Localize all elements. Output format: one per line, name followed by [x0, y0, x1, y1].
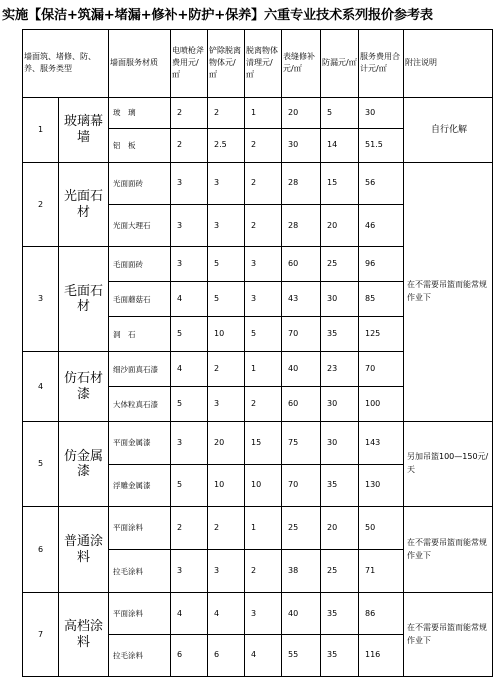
cleanup-cost-cell: 5	[245, 317, 282, 352]
leak-proof-cell: 35	[321, 464, 359, 506]
spray-cost-cell: 4	[171, 352, 208, 387]
remark-cell: 在不需要吊篮而能常规作业下	[404, 506, 493, 593]
spray-cost-cell: 3	[171, 162, 208, 204]
header-seam-repair: 表缝修补元/㎡	[282, 30, 321, 98]
total-cell: 86	[359, 593, 404, 634]
removal-cost-cell: 10	[208, 317, 245, 352]
group-number: 5	[23, 422, 59, 506]
total-cell: 51.5	[359, 128, 404, 162]
group-category: 仿金属漆	[59, 422, 109, 506]
leak-proof-cell: 23	[321, 352, 359, 387]
spray-cost-cell: 5	[171, 464, 208, 506]
group-number: 1	[23, 97, 59, 162]
material-cell: 毛面面砖	[109, 247, 171, 282]
total-cell: 46	[359, 205, 404, 247]
total-cell: 50	[359, 506, 404, 549]
material-cell: 玻 璃	[109, 97, 171, 128]
removal-cost-cell: 3	[208, 205, 245, 247]
header-spray-cost: 电喷枪斧费用元/㎡	[171, 30, 208, 98]
seam-repair-cell: 70	[282, 464, 321, 506]
material-cell: 细沙面真石漆	[109, 352, 171, 387]
remark-cell: 自行化解	[404, 97, 493, 162]
total-cell: 71	[359, 550, 404, 593]
group-number: 2	[23, 162, 59, 246]
total-cell: 116	[359, 634, 404, 676]
total-cell: 96	[359, 247, 404, 282]
spray-cost-cell: 2	[171, 506, 208, 549]
cleanup-cost-cell: 2	[245, 162, 282, 204]
material-cell: 平面金属漆	[109, 422, 171, 464]
leak-proof-cell: 5	[321, 97, 359, 128]
header-material: 墙面服务材质	[109, 30, 171, 98]
spray-cost-cell: 3	[171, 247, 208, 282]
leak-proof-cell: 30	[321, 387, 359, 422]
group-number: 7	[23, 593, 59, 677]
seam-repair-cell: 25	[282, 506, 321, 549]
spray-cost-cell: 4	[171, 593, 208, 634]
material-cell: 洞 石	[109, 317, 171, 352]
seam-repair-cell: 60	[282, 387, 321, 422]
group-number: 3	[23, 247, 59, 352]
header-total: 服务费用合计元/㎡	[359, 30, 404, 98]
total-cell: 70	[359, 352, 404, 387]
seam-repair-cell: 43	[282, 282, 321, 317]
header-removal-cost: 铲除脱离物体元/㎡	[208, 30, 245, 98]
remark-cell: 另加吊篮100—150元/天	[404, 422, 493, 506]
total-cell: 56	[359, 162, 404, 204]
cleanup-cost-cell: 1	[245, 97, 282, 128]
material-cell: 光面面砖	[109, 162, 171, 204]
removal-cost-cell: 5	[208, 247, 245, 282]
removal-cost-cell: 2	[208, 506, 245, 549]
leak-proof-cell: 20	[321, 506, 359, 549]
table-row	[23, 162, 493, 204]
spray-cost-cell: 3	[171, 205, 208, 247]
spray-cost-cell: 2	[171, 128, 208, 162]
total-cell: 125	[359, 317, 404, 352]
leak-proof-cell: 35	[321, 317, 359, 352]
leak-proof-cell: 35	[321, 593, 359, 634]
seam-repair-cell: 40	[282, 352, 321, 387]
group-category: 高档涂料	[59, 593, 109, 677]
removal-cost-cell: 5	[208, 282, 245, 317]
material-cell: 拉毛涂料	[109, 550, 171, 593]
cleanup-cost-cell: 3	[245, 593, 282, 634]
cleanup-cost-cell: 1	[245, 506, 282, 549]
table-row	[23, 506, 493, 549]
cleanup-cost-cell: 10	[245, 464, 282, 506]
cleanup-cost-cell: 3	[245, 247, 282, 282]
material-cell: 平面涂料	[109, 593, 171, 634]
total-cell: 130	[359, 464, 404, 506]
removal-cost-cell: 2.5	[208, 128, 245, 162]
cleanup-cost-cell: 2	[245, 387, 282, 422]
material-cell: 拉毛涂料	[109, 634, 171, 676]
header-service-type: 墙面筑、堵修、防、养、服务类型	[23, 30, 109, 98]
group-category: 光面石材	[59, 162, 109, 246]
material-cell: 铝 板	[109, 128, 171, 162]
spray-cost-cell: 3	[171, 422, 208, 464]
document-title: 实施【保洁+筑漏+堵漏+修补+防护+保养】六重专业技术系列报价参考表	[2, 8, 433, 23]
header-cleanup-cost: 脱离物体清理元/㎡	[245, 30, 282, 98]
seam-repair-cell: 60	[282, 247, 321, 282]
leak-proof-cell: 30	[321, 282, 359, 317]
spray-cost-cell: 5	[171, 387, 208, 422]
header-row	[23, 30, 493, 98]
group-category: 玻璃幕墙	[59, 97, 109, 162]
total-cell: 143	[359, 422, 404, 464]
leak-proof-cell: 25	[321, 550, 359, 593]
seam-repair-cell: 38	[282, 550, 321, 593]
leak-proof-cell: 25	[321, 247, 359, 282]
removal-cost-cell: 20	[208, 422, 245, 464]
seam-repair-cell: 55	[282, 634, 321, 676]
table-row	[23, 593, 493, 634]
leak-proof-cell: 35	[321, 634, 359, 676]
cleanup-cost-cell: 2	[245, 128, 282, 162]
total-cell: 100	[359, 387, 404, 422]
cleanup-cost-cell: 1	[245, 352, 282, 387]
cleanup-cost-cell: 2	[245, 550, 282, 593]
spray-cost-cell: 6	[171, 634, 208, 676]
material-cell: 光面大理石	[109, 205, 171, 247]
seam-repair-cell: 30	[282, 128, 321, 162]
price-table	[22, 29, 493, 677]
removal-cost-cell: 10	[208, 464, 245, 506]
total-cell: 85	[359, 282, 404, 317]
cleanup-cost-cell: 4	[245, 634, 282, 676]
seam-repair-cell: 70	[282, 317, 321, 352]
spray-cost-cell: 2	[171, 97, 208, 128]
seam-repair-cell: 40	[282, 593, 321, 634]
seam-repair-cell: 28	[282, 205, 321, 247]
cleanup-cost-cell: 3	[245, 282, 282, 317]
leak-proof-cell: 20	[321, 205, 359, 247]
removal-cost-cell: 2	[208, 352, 245, 387]
remark-cell: 在不需要吊篮而能常规作业下	[404, 162, 493, 422]
header-leak-proof: 防漏元/㎡	[321, 30, 359, 98]
material-cell: 浮雕金属漆	[109, 464, 171, 506]
group-category: 毛面石材	[59, 247, 109, 352]
group-category: 仿石材漆	[59, 352, 109, 422]
group-number: 4	[23, 352, 59, 422]
table-row	[23, 97, 493, 128]
removal-cost-cell: 3	[208, 162, 245, 204]
material-cell: 大体粒真石漆	[109, 387, 171, 422]
leak-proof-cell: 30	[321, 422, 359, 464]
cleanup-cost-cell: 15	[245, 422, 282, 464]
removal-cost-cell: 2	[208, 97, 245, 128]
group-number: 6	[23, 506, 59, 593]
remark-cell: 在不需要吊篮而能常规作业下	[404, 593, 493, 677]
removal-cost-cell: 6	[208, 634, 245, 676]
removal-cost-cell: 3	[208, 387, 245, 422]
header-remark: 附注说明	[404, 30, 493, 98]
total-cell: 30	[359, 97, 404, 128]
seam-repair-cell: 28	[282, 162, 321, 204]
spray-cost-cell: 4	[171, 282, 208, 317]
removal-cost-cell: 3	[208, 550, 245, 593]
leak-proof-cell: 14	[321, 128, 359, 162]
spray-cost-cell: 5	[171, 317, 208, 352]
table-row	[23, 422, 493, 464]
seam-repair-cell: 20	[282, 97, 321, 128]
spray-cost-cell: 3	[171, 550, 208, 593]
removal-cost-cell: 4	[208, 593, 245, 634]
seam-repair-cell: 75	[282, 422, 321, 464]
material-cell: 毛面蘑菇石	[109, 282, 171, 317]
material-cell: 平面涂料	[109, 506, 171, 549]
cleanup-cost-cell: 2	[245, 205, 282, 247]
leak-proof-cell: 15	[321, 162, 359, 204]
group-category: 普通涂料	[59, 506, 109, 593]
